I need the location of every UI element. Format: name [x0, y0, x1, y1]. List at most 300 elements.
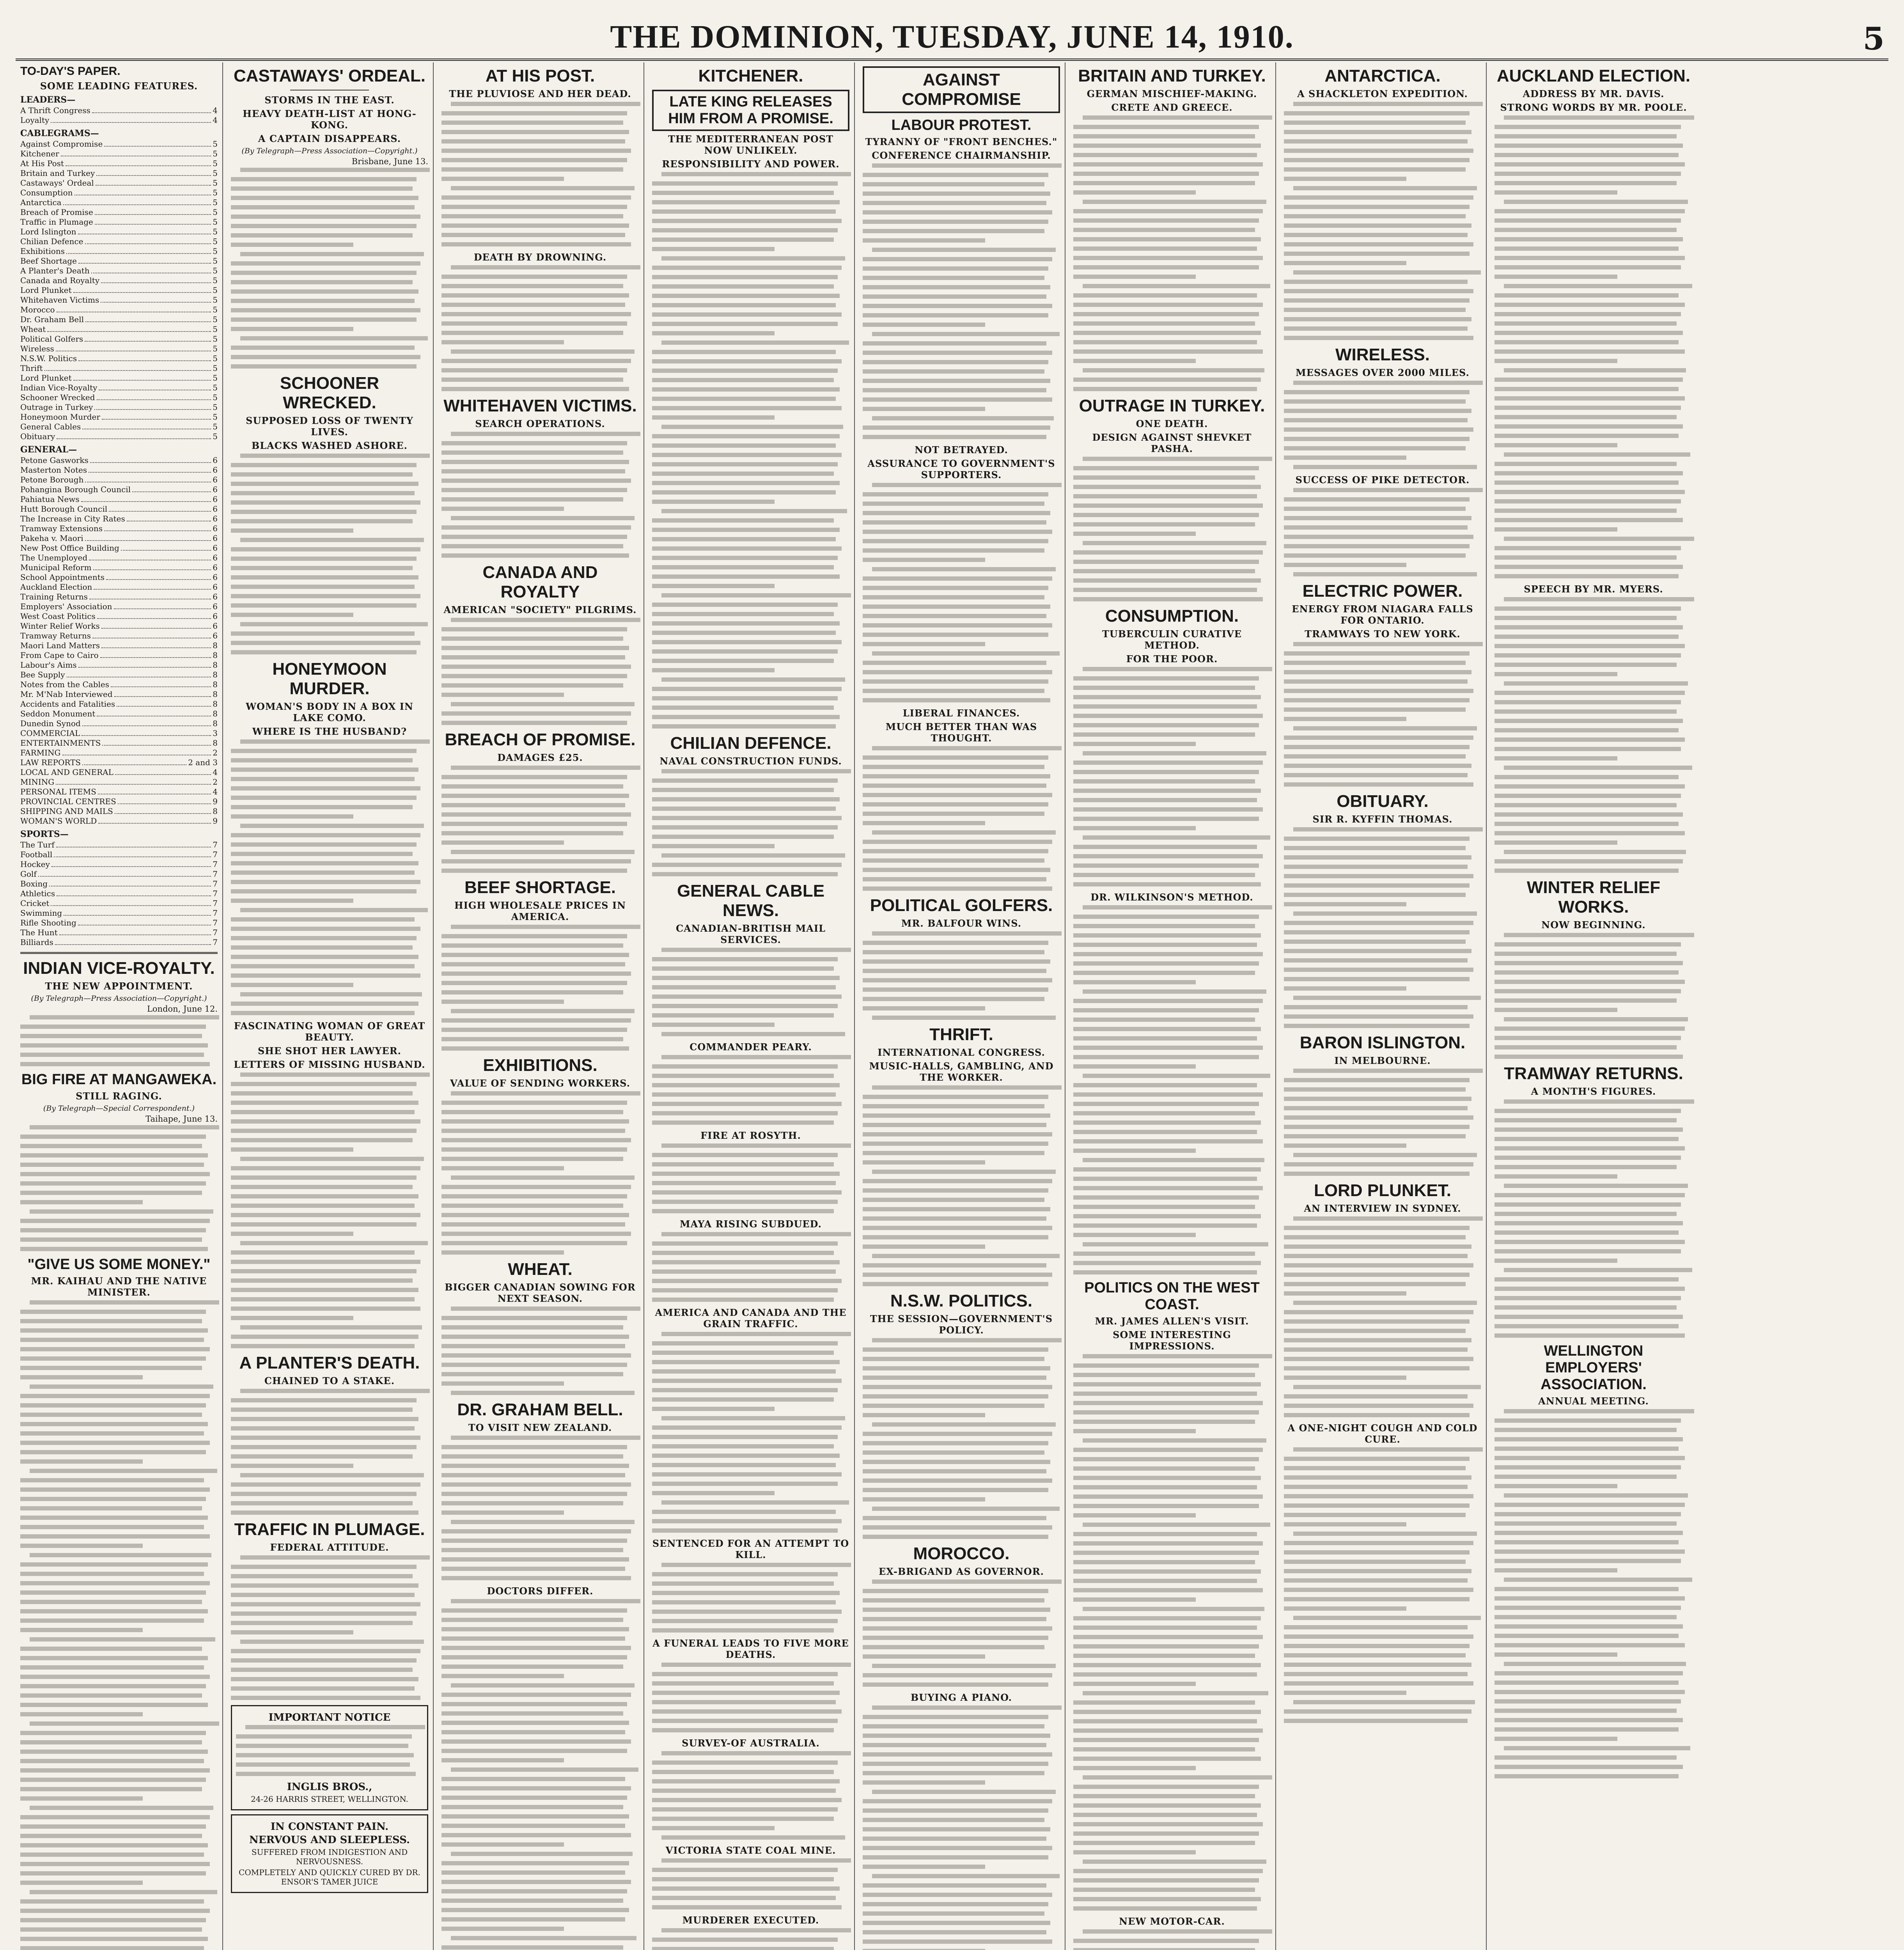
text-line: [1284, 418, 1468, 422]
index-entry: [20, 699, 218, 709]
text-line: [30, 1015, 219, 1019]
text-line: [1073, 237, 1261, 241]
text-line: [1494, 1036, 1681, 1040]
dot-leader: [117, 699, 211, 707]
text-line: [1494, 265, 1681, 269]
text-line: [1284, 336, 1473, 340]
text-line: [441, 1824, 625, 1828]
text-line: [863, 987, 1048, 992]
article-headline: BARON ISLINGTON.: [1299, 1033, 1466, 1052]
index-entry: [20, 475, 218, 485]
text-line: [1494, 840, 1617, 845]
text-line: [652, 1369, 836, 1374]
index-entry: [20, 115, 218, 125]
text-line: [441, 1325, 623, 1330]
article-subheading: A ONE-NIGHT COUGH AND COLD CURE.: [1287, 1422, 1478, 1445]
article-body-block: [231, 1072, 428, 1348]
dot-leader: [55, 938, 211, 945]
article-subheading: A MONTH'S FIGURES.: [1531, 1086, 1656, 1097]
text-line: [1073, 1850, 1196, 1854]
text-line: [1494, 1447, 1679, 1451]
text-line: [863, 1404, 1044, 1408]
text-line: [1494, 471, 1683, 475]
index-entry-page: 5: [213, 383, 218, 392]
text-line: [231, 472, 413, 477]
article-body-block: [441, 265, 639, 391]
text-line: [240, 1157, 424, 1161]
text-line: [1073, 676, 1259, 681]
text-line: [652, 556, 838, 560]
text-line: [863, 793, 1052, 797]
text-line: [30, 1721, 219, 1726]
text-line: [1073, 732, 1255, 737]
article-body-block: [1073, 1354, 1271, 1911]
text-line: [1494, 546, 1681, 550]
text-line: [231, 224, 417, 228]
text-line: [863, 1347, 1048, 1352]
text-line: [1494, 1137, 1679, 1141]
text-line: [661, 1032, 845, 1036]
text-line: [863, 1282, 1048, 1286]
text-line: [441, 636, 623, 641]
text-line: [1073, 209, 1263, 213]
text-line: [863, 1654, 985, 1659]
index-entry: [20, 543, 218, 553]
article-subheading: SOME INTERESTING IMPRESSIONS.: [1113, 1329, 1231, 1352]
text-line: [863, 642, 985, 646]
text-line: [863, 1921, 1050, 1925]
index-entry: [20, 276, 218, 285]
text-line: [20, 1219, 210, 1223]
text-line: [441, 627, 627, 631]
text-line: [652, 1770, 834, 1774]
text-line: [863, 1357, 1044, 1361]
text-line: [20, 1927, 202, 1932]
text-line: [231, 777, 415, 781]
article-subheading: MURDERER EXECUTED.: [682, 1915, 819, 1926]
text-line: [441, 1674, 564, 1678]
text-line: [863, 548, 1044, 553]
text-line: [652, 415, 775, 420]
index-entry-name: Tramway Extensions: [20, 524, 103, 533]
text-line: [652, 825, 838, 830]
text-line: [863, 1893, 1052, 1897]
text-line: [863, 755, 1048, 760]
text-line: [1284, 846, 1466, 850]
article-headline: HONEYMOON MURDER.: [272, 659, 387, 698]
text-line: [863, 595, 1044, 599]
text-line: [1073, 1167, 1261, 1172]
text-line: [872, 1016, 1056, 1020]
text-line: [1494, 509, 1677, 513]
text-line: [872, 1422, 1056, 1427]
column-8: [1490, 62, 1697, 1950]
text-line: [441, 775, 627, 779]
page-number: 5: [1863, 20, 1884, 57]
article-headline: GENERAL CABLE NEWS.: [677, 881, 825, 920]
text-line: [20, 1413, 202, 1417]
dot-leader: [67, 670, 211, 677]
index-entry-page: 7: [213, 908, 218, 918]
text-line: [1494, 1568, 1617, 1572]
text-line: [20, 1675, 210, 1679]
text-line: [451, 1852, 633, 1856]
text-line: [1284, 1560, 1466, 1564]
text-line: [1284, 1115, 1473, 1120]
index-entry-name: Breach of Promise: [20, 207, 93, 217]
text-line: [863, 1273, 1052, 1277]
article-subheading: MAYA RISING SUBDUED.: [680, 1218, 822, 1230]
text-line: [1284, 1606, 1406, 1611]
text-line: [1494, 1624, 1683, 1629]
text-line: [1494, 1755, 1677, 1760]
text-line: [872, 651, 1060, 656]
article-subheading: LIBERAL FINANCES.: [902, 707, 1020, 719]
text-line: [1494, 1240, 1685, 1244]
index-entry-page: 5: [213, 324, 218, 334]
index-entry-name: N.S.W. Politics: [20, 354, 77, 363]
text-line: [1073, 275, 1196, 279]
dot-leader: [95, 217, 211, 225]
article-body-block: [441, 766, 639, 873]
text-line: [1073, 1083, 1257, 1087]
text-line: [1284, 507, 1466, 511]
text-line: [231, 1436, 420, 1440]
article-subheading: SUCCESS OF PIKE DETECTOR.: [1295, 474, 1470, 486]
index-entry: [20, 334, 218, 344]
text-line: [1494, 1296, 1681, 1300]
text-line: [1494, 228, 1677, 232]
text-line: [863, 586, 1048, 590]
text-line: [20, 1759, 204, 1763]
text-line: [1293, 642, 1483, 646]
text-line: [1073, 1120, 1261, 1125]
index-entry: [20, 393, 218, 402]
text-line: [652, 369, 838, 373]
text-line: [863, 978, 1052, 982]
text-line: [652, 1172, 840, 1176]
index-entry-name: Against Compromise: [20, 139, 103, 149]
article-body-block: [652, 1928, 849, 1950]
text-line: [20, 1778, 206, 1782]
index-entry-page: 7: [213, 928, 218, 937]
text-line: [1284, 195, 1473, 200]
text-line: [1494, 606, 1681, 611]
text-line: [1073, 1644, 1259, 1649]
text-line: [1284, 1653, 1466, 1658]
text-line: [236, 1744, 408, 1748]
text-line: [863, 379, 1050, 383]
text-line: [236, 1734, 412, 1739]
text-line: [441, 1576, 631, 1580]
text-line: [863, 698, 1050, 702]
text-line: [231, 261, 420, 266]
index-entry-page: 5: [213, 373, 218, 383]
text-line: [1073, 1897, 1261, 1901]
text-line: [652, 1510, 836, 1514]
text-line: [863, 858, 1044, 863]
text-line: [863, 276, 1044, 280]
text-line: [652, 191, 834, 195]
text-line: [1073, 1195, 1259, 1200]
text-line: [863, 1846, 1052, 1850]
text-line: [863, 1799, 1052, 1803]
text-line: [1284, 1413, 1470, 1417]
index-entry: [20, 315, 218, 324]
article-subheading: MR. JAMES ALLEN'S VISIT.: [1095, 1315, 1249, 1327]
text-line: [441, 990, 623, 994]
index-entry-name: A Thrift Congress: [20, 106, 90, 115]
index-general: [20, 456, 218, 729]
index-entry-page: 5: [213, 168, 218, 178]
text-line: [1494, 1437, 1683, 1441]
text-line: [652, 1064, 838, 1069]
text-line: [1083, 200, 1266, 204]
text-line: [652, 1379, 842, 1383]
text-line: [1073, 321, 1255, 326]
text-line: [231, 355, 420, 359]
index-entry-name: Pohangina Borough Council: [20, 485, 131, 494]
text-line: [1284, 1485, 1468, 1489]
text-line: [240, 1072, 430, 1077]
dot-leader: [56, 344, 211, 351]
text-line: [1073, 1214, 1261, 1218]
text-line: [1284, 214, 1466, 218]
text-line: [652, 1341, 838, 1346]
text-line: [1073, 1822, 1263, 1826]
dot-leader: [114, 602, 211, 609]
index-entry-page: 5: [213, 217, 218, 227]
text-line: [231, 973, 420, 978]
text-line: [30, 1890, 217, 1894]
text-line: [441, 711, 631, 716]
text-line: [20, 1135, 206, 1139]
text-line: [872, 332, 1060, 336]
article-subheading: DOCTORS DIFFER.: [487, 1585, 594, 1597]
text-line: [20, 1609, 208, 1613]
text-line: [1073, 1747, 1255, 1751]
text-line: [652, 1251, 834, 1255]
index-entry: [20, 524, 218, 534]
text-line: [652, 1886, 840, 1891]
text-line: [1494, 1690, 1685, 1694]
index-entry-name: Rifle Shooting: [20, 918, 76, 927]
index-entry: [20, 149, 218, 159]
index-entry-page: 6: [213, 456, 218, 465]
index-entry-page: 5: [213, 188, 218, 197]
text-line: [863, 1497, 985, 1502]
index-entry: [20, 621, 218, 631]
text-line: [231, 1621, 413, 1625]
text-line: [863, 1179, 1052, 1183]
text-line: [1284, 553, 1466, 558]
index-entry-page: 7: [213, 869, 218, 879]
text-line: [1073, 1149, 1196, 1153]
text-line: [652, 612, 834, 616]
index-entry-name: General Cables: [20, 422, 81, 431]
index-entry-page: 5: [213, 363, 218, 373]
text-line: [661, 425, 843, 429]
text-line: [1494, 246, 1679, 251]
text-line: [441, 1464, 629, 1468]
text-line: [1073, 218, 1259, 223]
article-subheading: COMMANDER PEARY.: [690, 1041, 812, 1053]
text-line: [1494, 942, 1681, 947]
article-body-block: [863, 746, 1060, 891]
text-line: [1073, 1036, 1257, 1041]
text-line: [231, 299, 415, 303]
index-entry-name: WOMAN'S WORLD: [20, 816, 97, 826]
article-subheading: CHAINED TO A STAKE.: [264, 1375, 395, 1386]
masthead-title: THE DOMINION, TUESDAY, JUNE 14, 1910.: [610, 19, 1294, 55]
dot-leader: [91, 266, 211, 273]
text-line: [441, 1381, 564, 1386]
article-body-block: [863, 1338, 1060, 1539]
dot-leader: [56, 840, 211, 847]
text-line: [451, 1767, 638, 1772]
article-headline: WELLINGTON EMPLOYERS' ASSOCIATION.: [1541, 1343, 1647, 1393]
index-cablegrams: [20, 139, 218, 441]
masthead: [16, 16, 1888, 61]
text-line: [872, 1664, 1056, 1668]
text-line: [1073, 597, 1263, 601]
index-entry-name: Training Returns: [20, 592, 88, 601]
text-line: [231, 1510, 418, 1515]
text-line: [1073, 1878, 1259, 1883]
text-line: [652, 1013, 834, 1018]
text-line: [1073, 153, 1257, 157]
text-line: [441, 981, 627, 985]
index-entry-page: 6: [213, 514, 218, 523]
index-entry-name: Auckland Election: [20, 582, 92, 592]
text-line: [231, 1398, 417, 1402]
text-line: [872, 1085, 1062, 1090]
text-line: [1494, 1174, 1617, 1179]
text-line: [652, 994, 842, 999]
text-line: [1284, 223, 1471, 228]
index-sports: [20, 840, 218, 947]
text-line: [652, 565, 834, 569]
text-line: [863, 950, 1044, 954]
dot-leader: [92, 631, 211, 638]
text-line: [441, 1758, 564, 1762]
index-entry-page: 6: [213, 563, 218, 572]
text-line: [1494, 480, 1679, 485]
text-line: [1293, 572, 1477, 576]
text-line: [652, 1672, 838, 1676]
dot-leader: [127, 514, 211, 521]
article-subheading: RESPONSIBILITY AND POWER.: [662, 158, 840, 170]
dot-leader: [78, 256, 211, 264]
dot-leader: [102, 412, 211, 420]
index-entry-name: Accidents and Fatalities: [20, 699, 115, 709]
text-line: [231, 519, 413, 523]
text-line: [231, 805, 413, 809]
text-line: [441, 665, 631, 669]
text-line: [652, 1779, 840, 1783]
text-line: [1073, 1261, 1261, 1265]
text-line: [1284, 1357, 1473, 1361]
text-line: [231, 936, 417, 940]
dot-leader: [104, 524, 211, 531]
index-entry: [20, 485, 218, 495]
text-line: [1494, 1259, 1617, 1263]
text-line: [661, 1232, 851, 1236]
text-line: [1284, 409, 1471, 413]
text-line: [1073, 1785, 1259, 1789]
article-body-block: [1073, 115, 1271, 391]
index-entry: [20, 928, 218, 938]
article-subheading: TUBERCULIN CURATIVE METHOD.: [1102, 628, 1242, 651]
text-line: [20, 1703, 208, 1707]
text-line: [1073, 1392, 1257, 1396]
text-line: [441, 1627, 629, 1631]
dot-leader: [78, 227, 211, 234]
text-line: [863, 1827, 1050, 1831]
index-entry: [20, 816, 218, 826]
text-line: [1494, 443, 1617, 447]
text-line: [231, 243, 353, 247]
text-line: [1504, 537, 1694, 541]
text-line: [20, 1487, 210, 1492]
text-line: [652, 640, 842, 644]
text-line: [1293, 1532, 1477, 1536]
index-entry-name: Canada and Royalty: [20, 276, 100, 285]
index-entry-name: Schooner Wrecked: [20, 393, 95, 402]
text-line: [1073, 1420, 1255, 1424]
text-line: [1504, 115, 1694, 120]
index-entry: [20, 869, 218, 879]
text-line: [1284, 1014, 1473, 1019]
index-entry-page: 5: [213, 344, 218, 353]
text-line: [661, 340, 849, 345]
text-line: [441, 1557, 629, 1562]
text-line: [652, 378, 834, 382]
text-line: [863, 1608, 1050, 1612]
column-3: [437, 62, 644, 1950]
text-line: [652, 528, 840, 532]
text-line: [652, 228, 838, 232]
text-line: [1494, 153, 1679, 157]
text-line: [1284, 968, 1473, 972]
dot-leader: [66, 159, 211, 166]
text-line: [863, 1376, 1046, 1380]
text-line: [231, 899, 353, 903]
text-line: [1284, 921, 1473, 925]
article-headline: THRIFT.: [929, 1025, 993, 1044]
text-line: [863, 558, 985, 562]
text-line: [1073, 873, 1255, 877]
article-body-block: [652, 1055, 849, 1125]
text-line: [231, 631, 415, 636]
text-line: [1073, 943, 1257, 947]
index-entry: [20, 860, 218, 869]
text-line: [1073, 228, 1255, 232]
index-section-label: CABLEGRAMS—: [20, 128, 99, 138]
dot-leader: [96, 168, 211, 176]
text-line: [1284, 233, 1468, 237]
index-entry-name: A Planter's Death: [20, 266, 90, 275]
text-line: [441, 784, 623, 789]
text-line: [1083, 905, 1272, 909]
text-line: [661, 1835, 845, 1840]
text-line: [231, 1501, 413, 1505]
index-entry-page: 7: [213, 918, 218, 927]
text-line: [441, 1335, 629, 1339]
text-line: [1504, 200, 1688, 204]
index-entry: [20, 159, 218, 168]
article-headline: TRAMWAY RETURNS.: [1504, 1064, 1683, 1083]
